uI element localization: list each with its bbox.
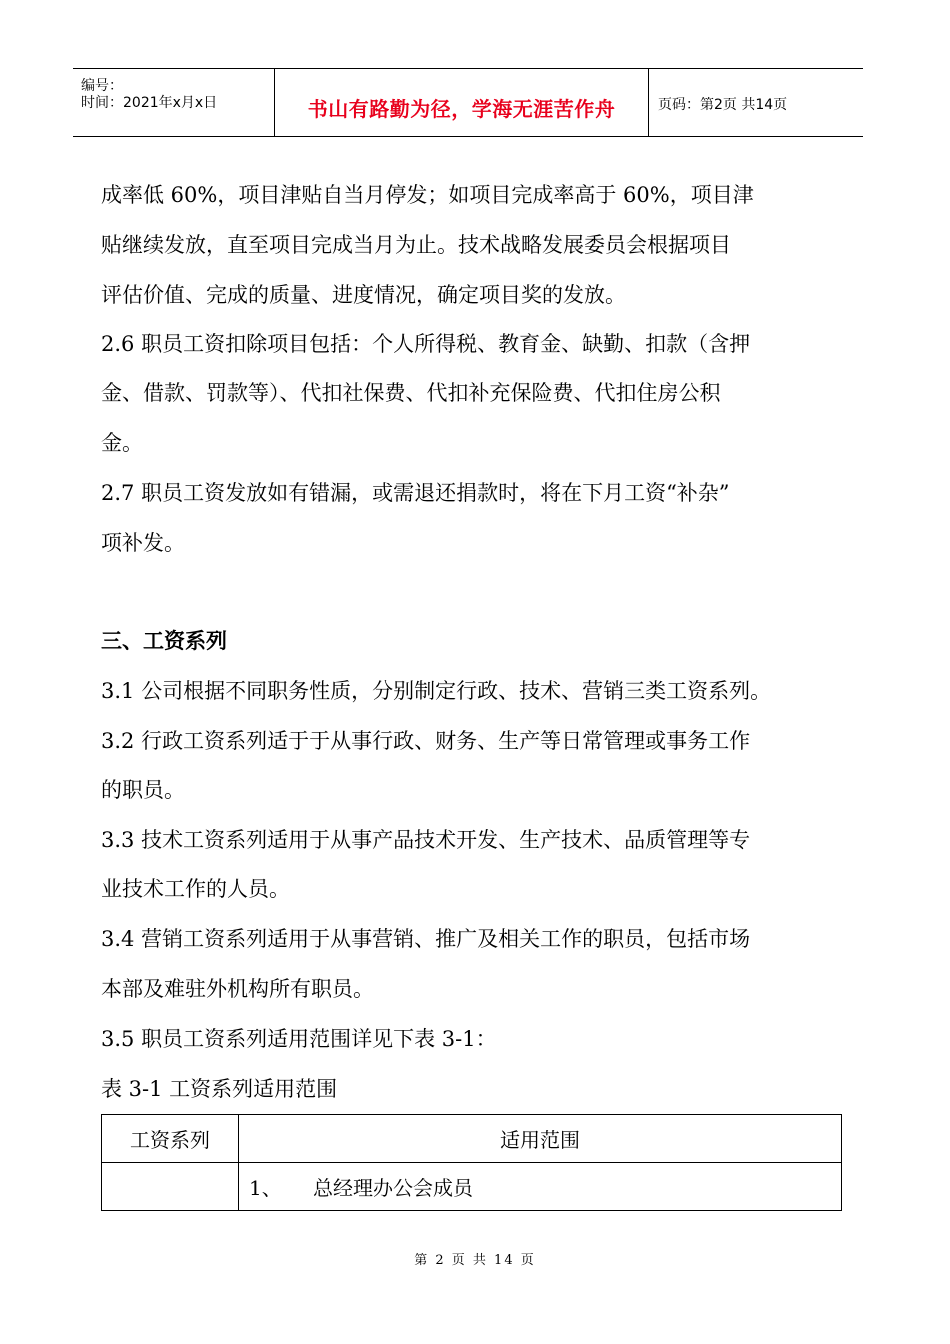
table-cell-series (102, 1163, 239, 1211)
header-motto-cell (275, 69, 649, 136)
salary-series-table (101, 1114, 842, 1211)
scope-text: 总经理办公会成员 (313, 1176, 473, 1200)
body-line: 金。 (101, 431, 143, 455)
list-number: 1、 (249, 1176, 282, 1200)
section-heading: 三、工资系列 (101, 629, 227, 653)
table-header-row (102, 1115, 842, 1163)
header-page-cell (649, 69, 863, 136)
body-line: 2.6 职员工资扣除项目包括：个人所得税、教育金、缺勤、扣款（含押 (101, 332, 751, 356)
section-line: 本部及难驻外机构所有职员。 (101, 977, 374, 1001)
body-line: 贴继续发放，直至项目完成当月为止。技术战略发展委员会根据项目 (101, 233, 731, 257)
document-time-label: 时间：2021年x月x日 (81, 95, 218, 111)
section-line: 的职员。 (101, 778, 185, 802)
body-line: 2.7 职员工资发放如有错漏，或需退还捐款时，将在下月工资“补杂” (101, 481, 730, 505)
header-page-number: 页码：第2页 共14页 (658, 97, 788, 113)
body-line: 评估价值、完成的质量、进度情况，确定项目奖的发放。 (101, 283, 626, 307)
body-line: 项补发。 (101, 531, 185, 555)
table-cell-scope (239, 1163, 842, 1211)
table-header-scope: 适用范围 (239, 1115, 842, 1163)
body-line: 成率低 60%，项目津贴自当月停发；如项目完成率高于 60%，项目津 (101, 183, 754, 207)
section-line: 3.2 行政工资系列适于于从事行政、财务、生产等日常管理或事务工作 (101, 729, 751, 753)
table-row (102, 1163, 842, 1211)
page-header (73, 68, 863, 137)
body-line: 金、借款、罚款等）、代扣社保费、代扣补充保险费、代扣住房公积 (101, 381, 721, 405)
header-motto: 书山有路勤为径，学海无涯苦作舟 (307, 97, 616, 121)
section-line: 业技术工作的人员。 (101, 877, 290, 901)
document-number-label: 编号： (81, 78, 123, 94)
section-line: 3.5 职员工资系列适用范围详见下表 3-1： (101, 1027, 497, 1051)
header-info-cell (73, 69, 275, 136)
section-line: 3.1 公司根据不同职务性质，分别制定行政、技术、营销三类工资系列。 (101, 679, 772, 703)
section-line: 3.4 营销工资系列适用于从事营销、推广及相关工作的职员，包括市场 (101, 927, 751, 951)
table-caption: 表 3-1 工资系列适用范围 (101, 1077, 338, 1101)
page-footer: 第 2 页 共 14 页 (414, 1253, 536, 1268)
section-line: 3.3 技术工资系列适用于从事产品技术开发、生产技术、品质管理等专 (101, 828, 751, 852)
table-header-series: 工资系列 (102, 1115, 239, 1163)
